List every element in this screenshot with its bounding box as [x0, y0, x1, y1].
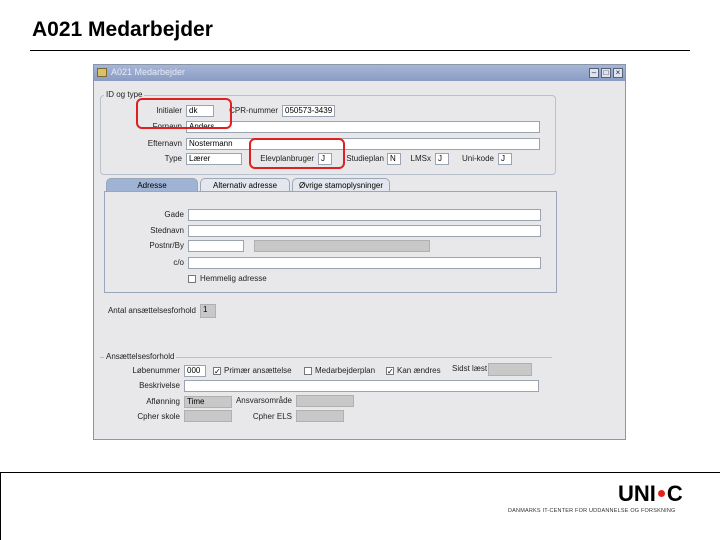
sidst-label: Sidst læst [452, 364, 488, 373]
elevplan-label: Elevplanbruger [260, 154, 314, 163]
postnr-label: Postnr/By [149, 241, 184, 250]
studieplan-field[interactable]: N [387, 153, 401, 165]
kanaeves-label: Kan ændres [397, 366, 441, 375]
antal-label: Antal ansættelsesforhold [107, 306, 196, 315]
kanaeves-checkbox[interactable]: ✓ [387, 367, 394, 376]
cpr-field[interactable]: 050573-3439 [282, 105, 335, 117]
app-icon [97, 68, 107, 77]
footer-divider [0, 472, 720, 473]
gade-field[interactable] [188, 209, 541, 221]
hemmelig-label: Hemmelig adresse [200, 274, 267, 283]
medarb-checkbox[interactable] [304, 367, 312, 375]
lobenummer-field[interactable]: 000 [184, 365, 206, 377]
slide-title: A021 Medarbejder [32, 18, 213, 41]
cpr-label: CPR-nummer [229, 106, 278, 115]
primaer-label: Primær ansættelse [224, 366, 292, 375]
tab-ovrige-stamoplysninger[interactable]: Øvrige stamoplysninger [292, 178, 390, 192]
lmsx-label: LMSx [410, 154, 431, 163]
highlight-elevplanbruger [249, 138, 345, 169]
initialer-field[interactable]: dk [186, 105, 214, 117]
co-field[interactable] [188, 257, 541, 269]
ansvarsomraade-field [296, 395, 354, 407]
afloening-field: Time [184, 396, 232, 408]
logo-right-text: C [666, 481, 683, 506]
close-icon[interactable]: × [613, 68, 623, 78]
cpherskole-field [184, 410, 232, 422]
beskrivelse-label: Beskrivelse [139, 381, 180, 390]
cpherels-label: Cpher ELS [252, 412, 292, 421]
medarb-label: Medarbejderplan [315, 366, 376, 375]
logo-dot-icon [658, 490, 665, 497]
employment-group-label: Ansættelsesforhold [106, 352, 175, 361]
fornavn-field[interactable]: Anders [186, 121, 540, 133]
primaer-checkbox[interactable]: ✓ [214, 367, 221, 376]
stednavn-field[interactable] [188, 225, 541, 237]
studieplan-label: Studieplan [346, 154, 384, 163]
cpherskole-label: Cpher skole [137, 412, 180, 421]
beskrivelse-field[interactable] [184, 380, 539, 392]
maximize-icon[interactable]: □ [601, 68, 611, 78]
tab-adresse[interactable]: Adresse [106, 178, 198, 192]
sidst-field [488, 363, 532, 376]
unikode-field[interactable]: J [498, 153, 512, 165]
tab-alternativ-adresse[interactable]: Alternativ adresse [200, 178, 290, 192]
id-type-group-label: ID og type [106, 90, 143, 99]
by-field [254, 240, 430, 252]
co-label: c/o [173, 258, 184, 267]
logo-left-text: UNI [618, 481, 656, 506]
window-titlebar[interactable] [94, 65, 625, 81]
antal-field: 1 [200, 304, 216, 318]
fornavn-label: Fornavn [152, 122, 182, 131]
efternavn-label: Efternavn [147, 139, 182, 148]
afloening-label: Aflønning [146, 397, 180, 406]
type-field[interactable]: Lærer [186, 153, 242, 165]
postnr-field[interactable] [188, 240, 244, 252]
window-title: A021 Medarbejder [111, 67, 186, 77]
efternavn-field[interactable]: Nostermann [186, 138, 540, 150]
type-label: Type [164, 154, 182, 163]
cpherels-field [296, 410, 344, 422]
hemmelig-checkbox[interactable] [188, 275, 196, 283]
gade-label: Gade [164, 210, 184, 219]
logo-subtitle: DANMARKS IT-CENTER FOR UDDANNELSE OG FORSKNING [508, 508, 676, 514]
title-divider [30, 50, 690, 51]
unikode-label: Uni-kode [461, 154, 494, 163]
elevplan-field[interactable]: J [318, 153, 332, 165]
unic-logo [618, 481, 683, 507]
lobenummer-label: Løbenummer [132, 366, 180, 375]
minimize-icon[interactable]: – [589, 68, 599, 78]
stednavn-label: Stednavn [150, 226, 184, 235]
medarbejder-window [93, 64, 626, 440]
lmsx-field[interactable]: J [435, 153, 449, 165]
footer-left-edge [0, 472, 1, 540]
highlight-initialer [136, 98, 232, 129]
initialer-label: Initialer [156, 106, 182, 115]
ansvarsomraade-label: Ansvarsområde [235, 396, 292, 405]
